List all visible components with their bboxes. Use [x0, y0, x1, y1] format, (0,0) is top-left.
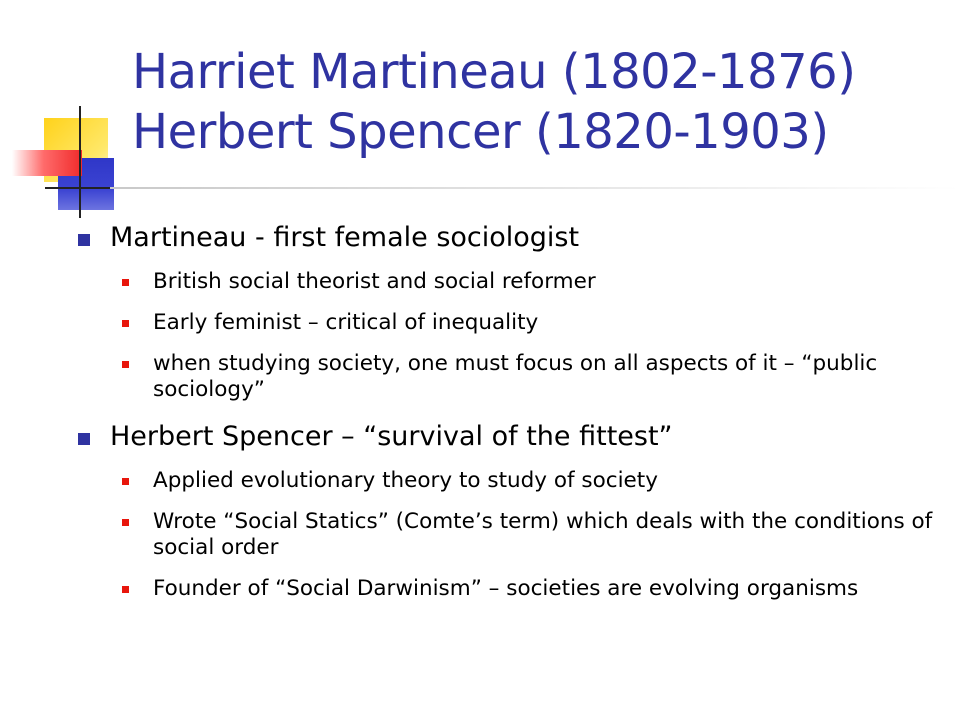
sub-bullet-text: when studying society, one must focus on all aspects of it – “public sociology” — [153, 351, 878, 402]
red-bar-decoration — [12, 150, 82, 176]
square-bullet-icon — [122, 320, 129, 327]
square-bullet-icon — [122, 478, 129, 485]
title-underline-rule — [110, 187, 960, 189]
bullet-text: Martineau - first female sociologist — [110, 222, 580, 253]
slide-title-line-1: Harriet Martineau (1802-1876) — [132, 44, 856, 100]
sub-bullet-text: British social theorist and social reformer — [153, 269, 596, 294]
sub-bullet-item — [120, 468, 946, 494]
vertical-line-decoration — [79, 106, 81, 218]
bullet-martineau — [76, 219, 946, 257]
horizontal-line-decoration — [45, 187, 115, 189]
sub-bullet-item — [120, 509, 946, 561]
slide-title — [132, 42, 952, 162]
sub-bullet-text: Wrote “Social Statics” (Comte’s term) which deals with the conditions of social order — [153, 509, 933, 560]
sub-bullet-item — [120, 351, 946, 403]
sub-bullet-text: Applied evolutionary theory to study of society — [153, 468, 658, 493]
square-bullet-icon — [78, 433, 90, 445]
slide-title-line-2: Herbert Spencer (1820-1903) — [132, 104, 829, 160]
sub-bullet-list-spencer — [120, 468, 946, 602]
sub-bullet-item — [120, 576, 946, 602]
sub-bullet-text: Early feminist – critical of inequality — [153, 310, 539, 335]
slide-body — [76, 219, 946, 617]
square-bullet-icon — [122, 586, 129, 593]
bullet-text: Herbert Spencer – “survival of the fittest” — [110, 421, 673, 452]
sub-bullet-item — [120, 310, 946, 336]
square-bullet-icon — [78, 234, 90, 246]
square-bullet-icon — [122, 519, 129, 526]
square-bullet-icon — [122, 279, 129, 286]
sub-bullet-list-martineau — [120, 269, 946, 403]
sub-bullet-text: Founder of “Social Darwinism” – societies are evolving organisms — [153, 576, 859, 601]
sub-bullet-item — [120, 269, 946, 295]
bullet-spencer — [76, 418, 946, 456]
square-bullet-icon — [122, 361, 129, 368]
